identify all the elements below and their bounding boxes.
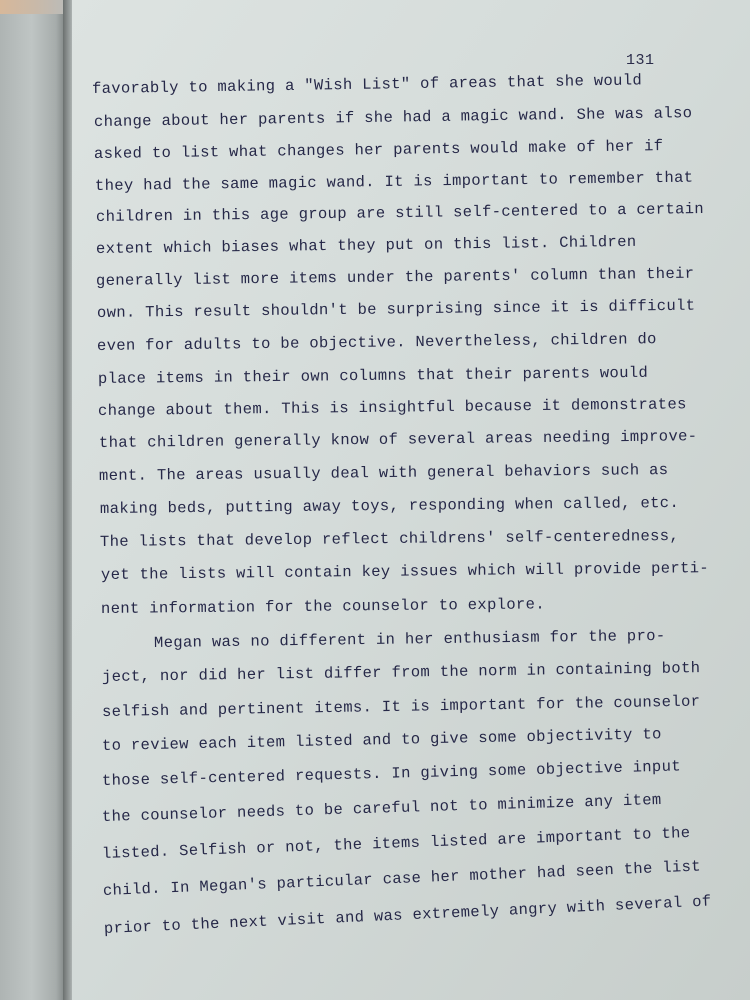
text-line: Megan was no different in her enthusiasm for the pro- [153, 626, 666, 652]
text-line: making beds, putting away toys, responding when called, etc. [99, 493, 680, 518]
text-line: favorably to making a "Wish List" of areas that she would [91, 71, 643, 98]
text-line: prior to the next visit and was extremely angry with several of [103, 892, 712, 938]
text-line: even for adults to be objective. Nevertheless, children do [96, 330, 657, 355]
text-line: change about her parents if she had a magic wand. She was also [93, 104, 693, 131]
text-line: listed. Selfish or not, the items listed are important to the [101, 823, 691, 863]
text-line: child. In Megan's particular case her mother had seen the list [102, 857, 702, 900]
text-line: selfish and pertinent items. It is important for the counselor [101, 692, 701, 721]
text-line: extent which biases what they put on this list. Children [95, 232, 637, 258]
text-line: those self-centered requests. In giving some objective input [101, 757, 682, 790]
text-line: change about them. This is insightful because it demonstrates [97, 395, 687, 420]
text-line: The lists that develop reflect childrens' self-centeredness, [99, 526, 680, 551]
text-line: they had the same magic wand. It is important to remember that [94, 168, 694, 195]
book-page [72, 0, 750, 1000]
previous-page-edge [0, 0, 70, 1000]
text-line: generally list more items under the parents' column than their [95, 264, 695, 290]
text-line: nent information for the counselor to explore. [100, 595, 546, 618]
text-line: the counselor needs to be careful not to minimize any item [101, 790, 662, 826]
page-number: 131 [626, 52, 655, 69]
previous-page-top-edge [0, 0, 70, 14]
text-line: place items in their own columns that their parents would [97, 363, 649, 388]
text-line: that children generally know of several areas needing improve- [98, 427, 698, 452]
text-line: own. This result shouldn't be surprising since it is difficult [96, 296, 696, 322]
text-line: yet the lists will contain key issues which will provide perti- [100, 559, 710, 584]
text-line: children in this age group are still self-centered to a certain [95, 200, 705, 226]
text-line: ject, nor did her list differ from the norm in containing both [101, 659, 701, 686]
text-line: ment. The areas usually deal with general behaviors such as [98, 461, 669, 485]
text-line: to review each item listed and to give some objectivity to [101, 725, 662, 755]
text-line: asked to list what changes her parents would make of her if [93, 137, 664, 163]
